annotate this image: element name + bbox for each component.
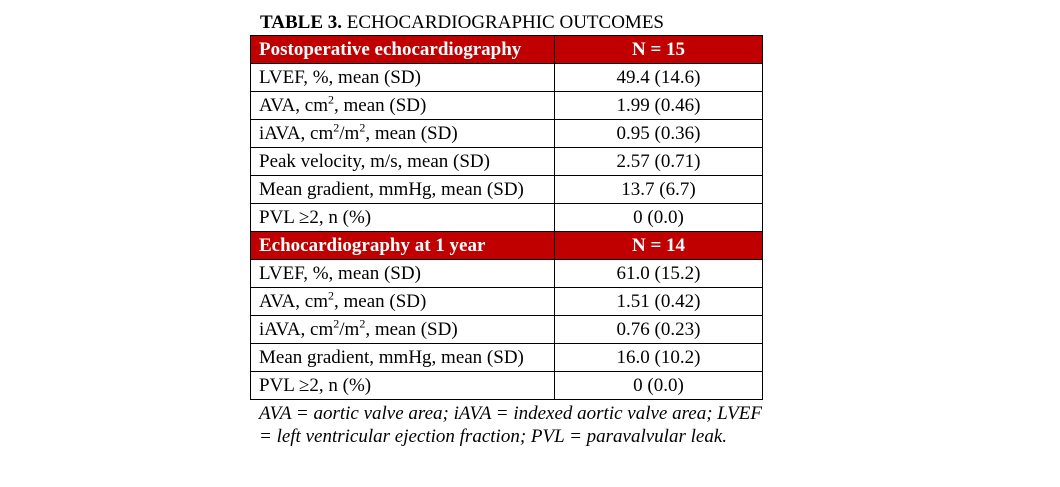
row-label: iAVA, $cm^2/m^2$, mean (SD) xyxy=(251,120,555,148)
row-label: PVL ≥2, n (%) xyxy=(251,372,555,400)
table-row xyxy=(251,288,763,316)
table-row xyxy=(251,92,763,120)
row-value: 1.99 (0.46) xyxy=(555,92,763,120)
table-title xyxy=(260,10,762,35)
table-row xyxy=(251,148,763,176)
table-number: TABLE 3. xyxy=(260,12,343,33)
table-title-text: ECHOCARDIOGRAPHIC OUTCOMES xyxy=(346,12,664,33)
table-row xyxy=(251,316,763,344)
section-n-label: N = 14 xyxy=(555,232,763,260)
table-row xyxy=(251,372,763,400)
row-value: 13.7 (6.7) xyxy=(555,176,763,204)
section-header-row xyxy=(251,36,763,64)
section-n-label: N = 15 xyxy=(555,36,763,64)
row-value: 61.0 (15.2) xyxy=(555,260,763,288)
row-value: 0.76 (0.23) xyxy=(555,316,763,344)
table-row xyxy=(251,176,763,204)
section-header-label: Postoperative echocardiography xyxy=(251,36,555,64)
row-label: Mean gradient, mmHg, mean (SD) xyxy=(251,176,555,204)
table-row xyxy=(251,204,763,232)
row-label: PVL ≥2, n (%) xyxy=(251,204,555,232)
echo-outcomes-table xyxy=(250,35,763,400)
row-value: 0.95 (0.36) xyxy=(555,120,763,148)
row-label: LVEF, %, mean (SD) xyxy=(251,260,555,288)
document xyxy=(250,10,762,448)
row-label: Peak velocity, m/s, mean (SD) xyxy=(251,148,555,176)
table-footnote: AVA = aortic valve area; iAVA = indexed aortic valve area; LVEF = left ventricular ejection fraction; PVL = paravalvular leak. xyxy=(259,403,762,447)
row-value: 49.4 (14.6) xyxy=(555,64,763,92)
row-label: Mean gradient, mmHg, mean (SD) xyxy=(251,344,555,372)
row-value: 2.57 (0.71) xyxy=(555,148,763,176)
row-value: 16.0 (10.2) xyxy=(555,344,763,372)
row-value: 0 (0.0) xyxy=(555,204,763,232)
row-label: iAVA, $cm^2/m^2$, mean (SD) xyxy=(251,316,555,344)
row-label: AVA, $cm^2$, mean (SD) xyxy=(251,288,555,316)
row-value: 1.51 (0.42) xyxy=(555,288,763,316)
table-row xyxy=(251,120,763,148)
row-label: AVA, $cm^2$, mean (SD) xyxy=(251,92,555,120)
row-value: 0 (0.0) xyxy=(555,372,763,400)
table-row xyxy=(251,344,763,372)
row-label: LVEF, %, mean (SD) xyxy=(251,64,555,92)
table-row xyxy=(251,64,763,92)
section-header-row xyxy=(251,232,763,260)
section-header-label: Echocardiography at 1 year xyxy=(251,232,555,260)
table-row xyxy=(251,260,763,288)
